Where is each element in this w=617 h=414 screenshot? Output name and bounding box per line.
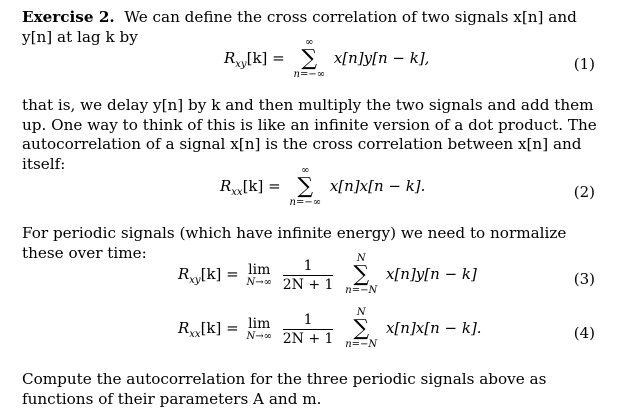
eq4-limit: lim N→∞ (246, 316, 272, 342)
eq2-lhs-sub: xx (231, 187, 243, 198)
eq3-number: (3) (573, 270, 595, 288)
eq4-number: (4) (573, 324, 595, 342)
eq3-summation: N ∑ n=−N (345, 253, 378, 296)
paragraph-3: For periodic signals (which have infinite energy) we need to normalize these over time: (22, 224, 567, 262)
eq1-summation: ∞ ∑ n=−∞ (293, 37, 326, 80)
eq2-body: x[n]x[n − k]. (329, 177, 426, 195)
eq4-lhs-sub: xx (189, 329, 201, 340)
paragraph-2: that is, we delay y[n] by k and then multiply the two signals and add them up. One way to think of this is like an infinite version of a dot product. The autocorrelation of a signal x[n] is the cross correlation between x[n] and itself: (22, 96, 597, 173)
eq4-summation: N ∑ n=−N (345, 307, 378, 350)
eq1-lhs-sub: xy (235, 59, 247, 70)
paragraph-4: Compute the autocorrelation for the three periodic signals above as functions of their parameters A and m. (22, 370, 547, 408)
eq3-lhs-sub: xy (189, 275, 201, 286)
eq2-summation: ∞ ∑ n=−∞ (289, 165, 322, 208)
eq2-number: (2) (573, 183, 595, 201)
eq2-lhs: R (220, 177, 232, 195)
eq3-fraction: $\frac{1}{2N + 1}$ (282, 257, 334, 293)
eq4-lhs-arg: [k] = (200, 319, 239, 337)
eq1-lhs-arg: [k] = (246, 49, 285, 67)
eq2-lhs-arg: [k] = (242, 177, 281, 195)
eq4-body: x[n]x[n − k]. (385, 319, 482, 337)
eq3-body: x[n]y[n − k] (385, 265, 477, 283)
eq3-limit: lim N→∞ (246, 262, 272, 288)
eq1-body: x[n]y[n − k], (333, 49, 430, 67)
eq1-number: (1) (573, 55, 595, 73)
intro-text: We can define the cross correlation of two signals x[n] and y[n] at lag k by (22, 8, 577, 46)
eq3-lhs-arg: [k] = (200, 265, 239, 283)
eq4-fraction: $\frac{1}{2N + 1}$ (282, 311, 334, 347)
eq3-lhs: R (178, 265, 190, 283)
exercise-heading: Exercise 2. (22, 8, 115, 26)
eq1-lhs: R (224, 49, 236, 67)
eq4-lhs: R (178, 319, 190, 337)
